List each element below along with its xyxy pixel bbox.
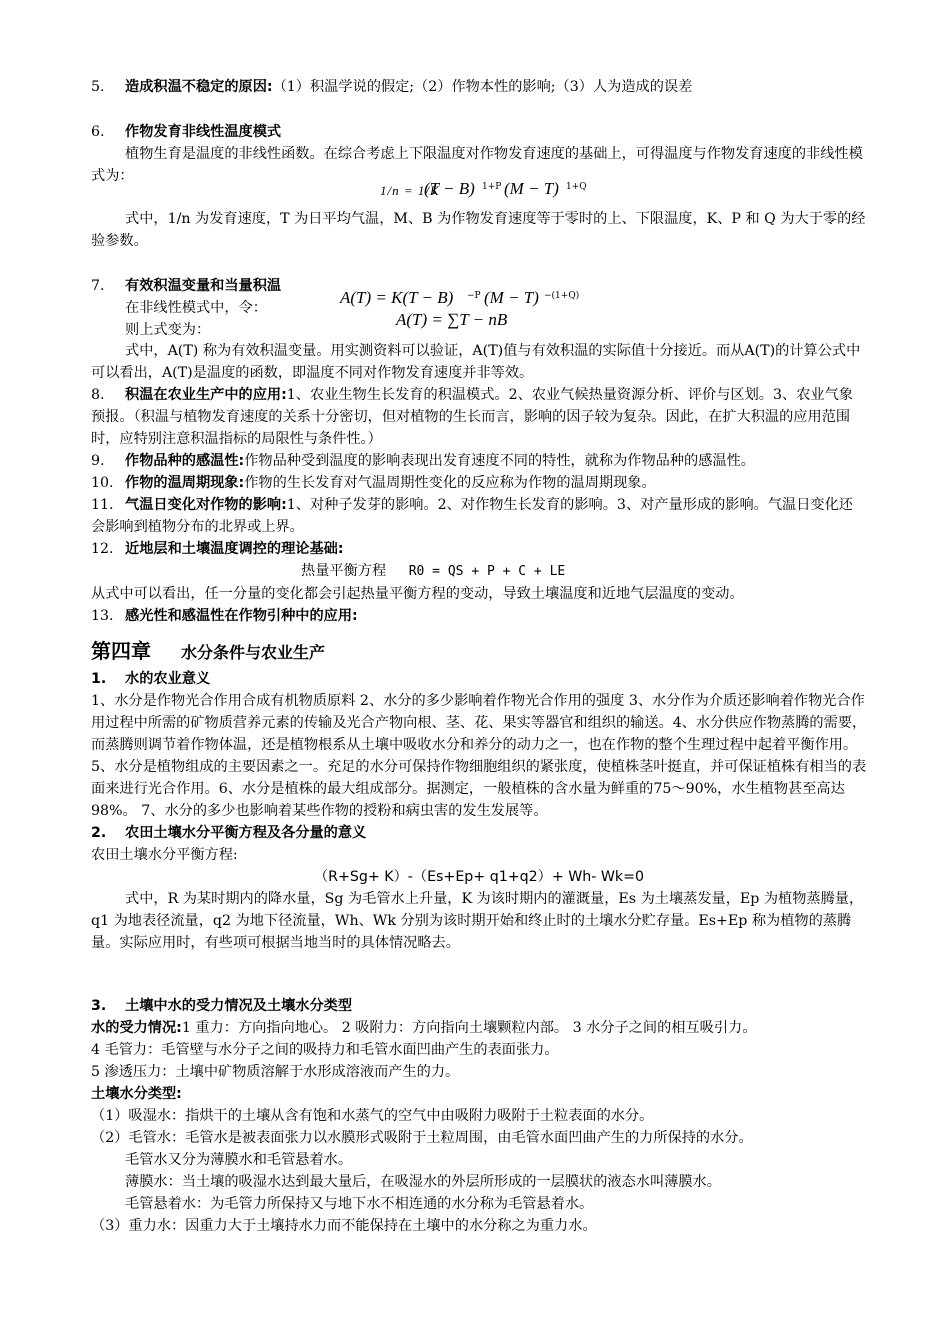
formula-term: A(T) = ∑T − nB	[396, 310, 508, 329]
section-6-explain	[91, 208, 867, 252]
section-9	[91, 450, 867, 472]
formula-exponent: −P	[467, 291, 481, 301]
section-number: 11.	[91, 497, 114, 513]
equation-label: 热量平衡方程	[301, 563, 387, 579]
section-title: 气温日变化对作物的影响:	[125, 497, 287, 513]
formula-exponent: 1+Q	[566, 182, 587, 192]
section-number: 6.	[91, 124, 105, 140]
chapter-heading	[91, 640, 867, 665]
section-title: 有效积温变量和当量积温	[125, 278, 282, 294]
section-number: 5.	[91, 79, 105, 95]
subsection-3	[91, 995, 867, 1237]
type-item: （3）重力水：因重力大于土壤持水力而不能保持在土壤中的水分称之为重力水。	[91, 1218, 597, 1234]
paragraph: 式中，R 为某时期内的降水量，Sg 为毛管水上升量，K 为该时期内的灌溉量，Es 为土壤蒸发量，Ep 为植物蒸腾量，q1 为地表径流量，q2 为地下径流量，Wh、Wk 分别为该时期开始和终止时的土壤水分贮存量。Es+Ep 称为植物的蒸腾量。实际应用时，有些项可根据当地当时的具体情况略去。	[91, 891, 864, 951]
type-subitem: 毛管水又分为薄膜水和毛管悬着水。	[125, 1152, 353, 1168]
force-text: 1 重力：方向指向地心。 2 吸附力：方向指向土壤颗粒内部。 3 水分子之间的相互吸引力。	[181, 1020, 757, 1036]
paragraph: 在非线性模式中，令：	[125, 300, 267, 316]
force-line: 5 渗透压力：土壤中矿物质溶解于水形成溶液而产生的力。	[91, 1064, 460, 1080]
section-title: 土壤中水的受力情况及土壤水分类型	[125, 998, 353, 1014]
formula-term: A(T) = K(T − B)	[340, 288, 454, 307]
chapter-title: 水分条件与农业生产	[181, 643, 326, 662]
type-subitem: 毛管悬着水：为毛管力所保持又与地下水不相连通的水分称为毛管悬着水。	[125, 1196, 594, 1212]
section-title: 近地层和土壤温度调控的理论基础:	[125, 541, 344, 557]
water-balance-equation: （R+Sg+ K）-（Es+Ep+ q1+q2）+ Wh- Wk=0	[313, 869, 645, 885]
section-number: 8.	[91, 387, 105, 403]
subsection-1	[91, 668, 867, 690]
section-title: 作物的温周期现象:	[125, 475, 245, 491]
force-line: 4 毛管力：毛管壁与水分子之间的吸持力和毛管水面凹曲产生的表面张力。	[91, 1042, 559, 1058]
type-subitem: 薄膜水：当土壤的吸湿水达到最大量后，在吸湿水的外层所形成的一层膜状的液态水叫薄膜水。	[125, 1174, 721, 1190]
section-text: 作物品种受到温度的影响表现出发育速度不同的特性，就称为作物品种的感温性。	[244, 453, 755, 469]
type-item: （2）毛管水：毛管水是被表面张力以水膜形式吸附于土粒周围，由毛管水面凹曲产生的力所保持的水分。	[91, 1130, 753, 1146]
section-number: 13.	[91, 608, 114, 624]
formula-term: (M − T)	[484, 288, 539, 307]
section-number: 12.	[91, 541, 114, 557]
subsection-3-heading	[91, 995, 867, 1017]
section-title: 作物品种的感温性:	[125, 453, 245, 469]
chapter-label: 第四章	[91, 639, 151, 663]
heat-balance-equation	[91, 560, 867, 583]
section-title: 造成积温不稳定的原因:	[125, 79, 273, 95]
section-number: 10.	[91, 475, 114, 491]
formula-nonlinear	[380, 178, 640, 202]
paragraph: 则上式变为：	[125, 322, 211, 338]
formula-at	[340, 287, 620, 311]
force-title: 水的受力情况:	[91, 1020, 182, 1036]
sections-8-13	[91, 384, 867, 627]
paragraph: 从式中可以看出，任一分量的变化都会引起热量平衡方程的变动，导致土壤温度和近地气层温度的变动。	[91, 586, 744, 602]
section-title: 积温在农业生产中的应用:	[125, 387, 287, 403]
equation: R0 = QS + P + C + LE	[408, 564, 566, 579]
paragraph: 式中，A(T) 称为有效积温变量。用实测资料可以验证，A(T)值与有效积温的实际值十分接近。而从A(T)的计算公式中可以看出，A(T)是温度的函数，即温度不同对作物发育速度并非等效。	[91, 343, 861, 381]
section-8	[91, 384, 867, 450]
formula-exponent: 1+P	[482, 182, 502, 192]
section-5	[91, 76, 867, 98]
section-title: 农田土壤水分平衡方程及各分量的意义	[125, 825, 367, 841]
section-number: 2.	[91, 825, 107, 841]
section-number: 3.	[91, 998, 107, 1014]
section-title: 感光性和感温性在作物引种中的应用:	[125, 608, 358, 624]
section-text: 1、农业生物生长发育的积温模式。2、农业气候热量资源分析、评价与区划。3、农业气象预报。（积温与植物发育速度的关系十分密切，但对植物的生长而言，影响的因子较为复杂。因此，在扩大积温的应用范围时，应特别注意积温指标的局限性与条件性。）	[91, 387, 853, 447]
section-13	[91, 605, 867, 627]
section-text: （1）积温学说的假定;（2）作物本性的影响;（3）人为造成的误差	[272, 79, 693, 95]
section-text: 1、对种子发芽的影响。2、对作物生长发育的影响。3、对产量形成的影响。气温日变化还会影响到植物分布的北界或上界。	[91, 497, 853, 535]
type-item: （1）吸湿水：指烘干的土壤从含有饱和水蒸气的空气中由吸附力吸附于土粒表面的水分。	[91, 1108, 654, 1124]
formula-term: (M − T)	[504, 179, 559, 198]
formula-exponent: −(1+Q)	[544, 291, 580, 301]
formula-term: (T − B)	[424, 179, 475, 198]
paragraph: 1、水分是作物光合作用合成有机物质原料 2、水分的多少影响着作物光合作用的强度 3、水分作为介质还影响着作物光合作用过程中所需的矿物质营养元素的传输及光合产物向根、茎、花、果实等器官和组织的输送。4、水分供应作物蒸腾的需要，而蒸腾则调节着作物体温，还是植物根系从土壤中吸收水分和养分的动力之一，也在作物的整个生理过程中起着平衡作用。5、水分是植物组成的主要因素之一。充足的水分可保持作物细胞组织的紧张度，使植株茎叶挺直，并可保证植株有相当的表面来进行光合作用。6、水分是植株的最大组成部分。据测定，一般植株的含水量为鲜重的75～90%，水生植物甚至高达98%。 7、水分的多少也影响着某些作物的授粉和病虫害的发生发展等。	[91, 693, 867, 819]
formula-at-sum	[396, 309, 596, 333]
section-text: 作物的生长发育对气温周期性变化的反应称为作物的温周期现象。	[244, 475, 656, 491]
section-10	[91, 472, 867, 494]
paragraph: 式中，1/n 为发育速度，T 为日平均气温，M、B 为作物发育速度等于零时的上、下限温度，K、P 和 Q 为大于零的经验参数。	[91, 211, 866, 249]
section-number: 9.	[91, 453, 105, 469]
type-title: 土壤水分类型:	[91, 1086, 182, 1102]
section-title: 水的农业意义	[125, 671, 211, 687]
section-title: 作物发育非线性温度模式	[125, 124, 282, 140]
paragraph: 农田土壤水分平衡方程:	[91, 847, 238, 863]
section-7-explain	[91, 340, 867, 384]
section-11	[91, 494, 867, 538]
section-12	[91, 538, 867, 560]
paragraph: 植物生育是温度的非线性函数。在综合考虑上下限温度对作物发育速度的基础上，可得温度与作物发育速度的非线性模式为：	[91, 146, 863, 184]
formula-lhs: 1/n = 1/K	[380, 183, 440, 198]
section-number: 1.	[91, 671, 107, 687]
force-line	[91, 1017, 867, 1039]
subsection-2	[91, 822, 867, 844]
chapter-4-body	[91, 668, 867, 954]
section-number: 7.	[91, 278, 105, 294]
